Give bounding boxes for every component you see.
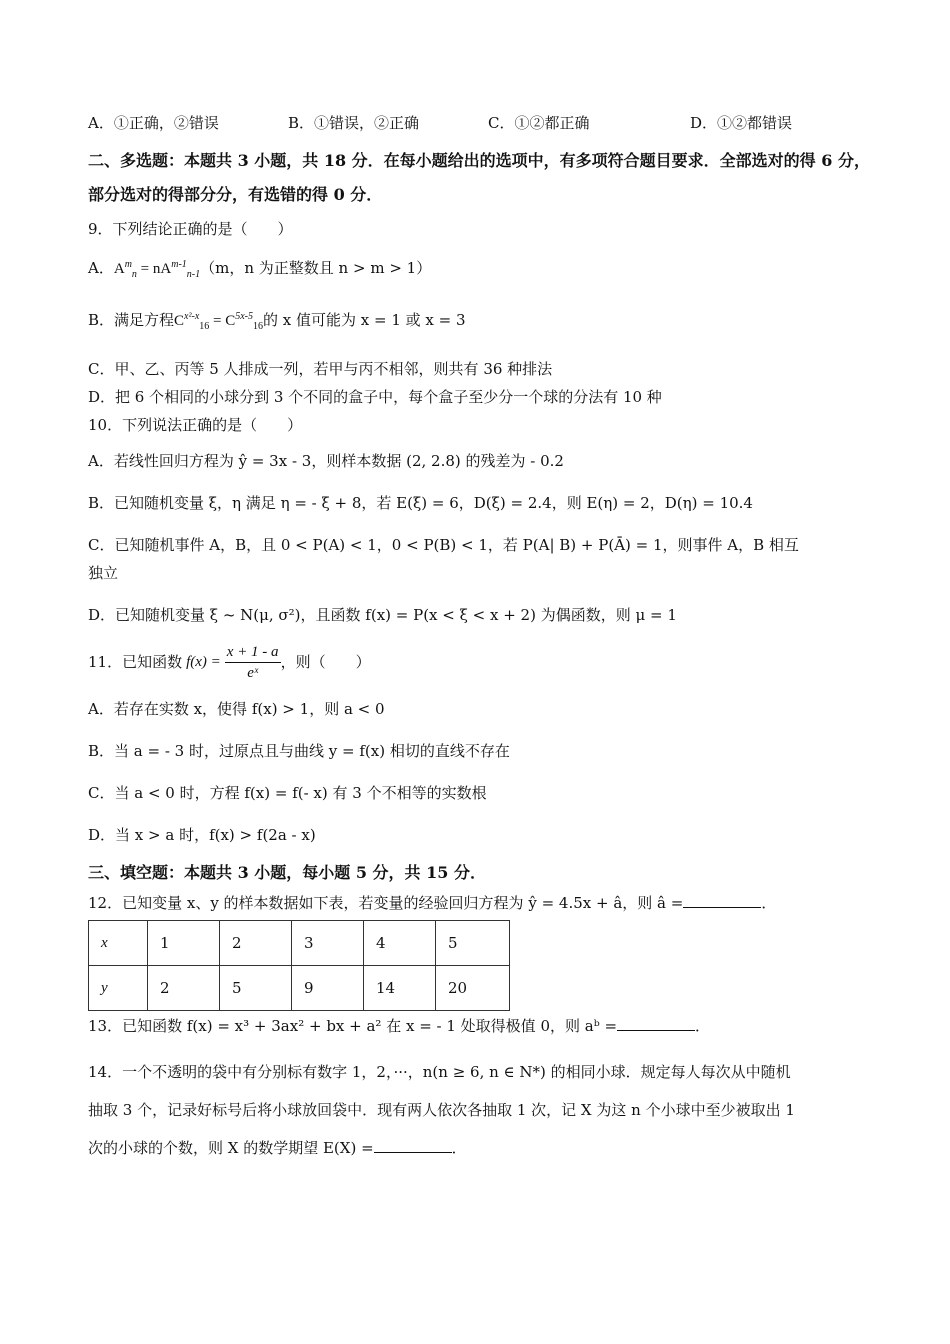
q12-data-table [88,920,510,1011]
table-header-y: y [89,966,148,1011]
table-cell: 20 [436,966,510,1011]
q14-answer-blank[interactable] [374,1138,452,1153]
q10-stem: 10．下列说法正确的是（ ） [88,416,303,434]
table-cell: 14 [364,966,436,1011]
q14-line-3: 次的小球的个数，则 X 的数学期望 E(X) = ． [88,1139,467,1157]
table-row [89,921,510,966]
q9-a-formula: $A^m_n = nA^{m-1}_{n-1}$ [113,259,201,280]
q8-option-b: B．①错误，②正确 [288,114,420,132]
exam-page [88,112,878,1167]
table-cell: 3 [292,921,364,966]
q8-option-a: A．①正确，②错误 [88,114,219,132]
section-3-heading: 三、填空题：本题共 3 小题，每小题 5 分，共 15 分． [88,863,486,882]
q10-option-c-line1: C．已知随机事件 A，B，且 0 < P(A) < 1，0 < P(B) < 1，若 P(A| B) + P(Ā) = 1，则事件 A，B 相互 [88,536,799,554]
q8-option-d: D．①②都错误 [690,114,793,132]
q14-line-2: 抽取 3 个，记录好标号后将小球放回袋中．现有两人依次各抽取 1 次，记 X 为这 n 个小球中至少被取出 1 [88,1101,795,1119]
q10-option-b: B．已知随机变量 ξ，η 满足 η = - ξ + 8，若 E(ξ) = 6，D(ξ) = 2.4，则 E(η) = 2，D(η) = 10.4 [88,494,753,512]
q13-stem: 13．已知函数 f(x) = x³ + 3ax² + bx + a² 在 x = - 1 处取得极值 0，则 aᵇ = ． [88,1017,711,1035]
q11-option-c: C．当 a < 0 时，方程 f(x) = f(- x) 有 3 个不相等的实数根 [88,784,487,802]
q11-numerator: x + 1 - a [225,642,281,663]
q9-option-b: B．满足方程$C^{x^2-x}_{16} = C^{5x-5}_{16}$的 x 值可能为 x = 1 或 x = 3 [88,311,466,332]
q13-answer-blank[interactable] [617,1016,695,1031]
q9-option-d: D．把 6 个相同的小球分到 3 个不同的盒子中，每个盒子至少分一个球的分法有 10 种 [88,388,662,406]
q12-stem: 12．已知变量 x、y 的样本数据如下表，若变量的经验回归方程为 ŷ = 4.5x + â，则 â = ． [88,894,777,912]
table-header-x: x [89,921,148,966]
table-cell: 5 [436,921,510,966]
q14-block [88,1053,878,1167]
table-cell: 4 [364,921,436,966]
q9-b-formula: $C^{x^2-x}_{16} = C^{5x-5}_{16}$ [174,311,264,332]
q11-option-b: B．当 a = - 3 时，过原点且与曲线 y = f(x) 相切的直线不存在 [88,742,510,760]
q10-option-a: A．若线性回归方程为 ŷ = 3x - 3，则样本数据 (2, 2.8) 的残差为 - 0.2 [88,452,564,470]
q10-option-d: D．已知随机变量 ξ ~ N(μ, σ²)，且函数 f(x) = P(x < ξ < x + 2) 为偶函数，则 μ = 1 [88,606,677,624]
table-cell: 2 [220,921,292,966]
table-cell: 5 [220,966,292,1011]
section-2-heading: 二、多选题：本题共 3 小题，共 18 分．在每小题给出的选项中，有多项符合题目要求．全部选对的得 6 分，部分选对的得部分分，有选错的得 0 分． [88,151,870,204]
q8-options [88,112,878,134]
q9-option-c: C．甲、乙、丙等 5 人排成一列，若甲与丙不相邻，则共有 36 种排法 [88,360,553,378]
q11-denominator: eˣ [247,664,259,681]
q9-stem: 9．下列结论正确的是（ ） [88,220,293,238]
table-cell: 1 [148,921,220,966]
q11-stem: 11．已知函数 f(x) = $\frac{x + 1 - a}{\text{eˣ}}$ ，则（ ） [88,643,371,681]
q11-option-d: D．当 x > a 时，f(x) > f(2a - x) [88,826,316,844]
q12-answer-blank[interactable] [683,893,761,908]
q9-option-a: A．$A^m_n = nA^{m-1}_{n-1}(m$，n 为正整数且 n > m > 1） [88,259,432,280]
q14-line-1: 14．一个不透明的袋中有分别标有数字 1，2，···，n(n ≥ 6, n ∈ N*) 的相同小球．规定每人每次从中随机 [88,1063,791,1081]
q11-option-a: A．若存在实数 x，使得 f(x) > 1，则 a < 0 [88,700,385,718]
table-cell: 9 [292,966,364,1011]
q10-option-c-line2: 独立 [88,564,119,582]
table-cell: 2 [148,966,220,1011]
table-row [89,966,510,1011]
q8-option-c: C．①②都正确 [488,114,590,132]
q11-fraction [225,642,281,683]
